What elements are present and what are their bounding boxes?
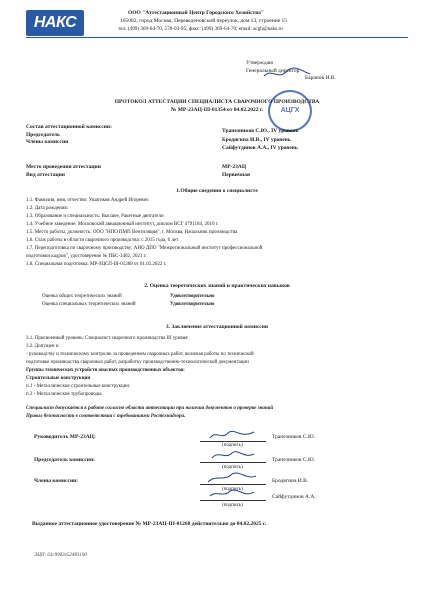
approval-signature-icon xyxy=(262,66,312,80)
ecp-code: ЭЦП: 63с9903е52483190 xyxy=(34,553,87,558)
members-signature-label: Члены комиссии: xyxy=(34,478,79,484)
notice-line: Специалист допускается к работе согласно области аттестации при наличии документов о проверке знаний xyxy=(26,406,274,411)
seal-stamp: АЦГХ xyxy=(268,90,312,132)
device-group-item: п.1 - Металлические строительные конструкции. xyxy=(26,384,131,389)
org-contacts: тел. (499) 369-64-70, 578-03-95; факс: (499) 369-64-70; email: acgh@naks.ru xyxy=(118,26,283,32)
chair-signature-icon xyxy=(210,448,256,462)
chair-value: Трапезников С.Ю., IV уровень xyxy=(222,128,299,134)
knowledge-special-label: Оценка специальных теоретических знаний xyxy=(42,302,136,307)
device-group-name: Строительные конструкции xyxy=(26,376,91,381)
device-group-item: п.3 - Металлические трубопроводы. xyxy=(26,392,103,397)
admitted-label: 3.2. Допущен к: xyxy=(26,344,60,349)
approval-label: Утверждаю xyxy=(246,60,274,66)
admitted-scope-line: подготовке производства сварочных работ, разработку производственно-технологической документации xyxy=(26,360,249,365)
section1-line: 1.1. Фамилия, имя, отчество: Ушатиков Андрей Игоревич xyxy=(26,198,149,203)
knowledge-general-value: Удовлетворительно xyxy=(170,294,215,299)
section3-heading: 3. Заключение аттестационной комиссии xyxy=(165,324,269,330)
signature-caption: (подпись) xyxy=(222,503,243,508)
signature-caption: (подпись) xyxy=(222,487,243,492)
members-label: Члены комиссии xyxy=(26,139,69,145)
member1-signature-line xyxy=(200,484,266,485)
commission-heading: Состав аттестационной комиссии: xyxy=(26,124,112,130)
header-divider xyxy=(26,37,408,38)
section1-line: 1.7. Переподготовка по сварочному производству: АНО ДПО "Межрегиональный институт профессиональной xyxy=(26,246,263,251)
section1-line: 1.8. Специальная подготовка: МР-9ЦСП-III-01288 от 01.02.2022 г. xyxy=(26,262,167,267)
section1-line: 1.5. Место работы, должность: ООО "НПО ПМП Вентиляция", г. Москва, Начальник производства xyxy=(26,230,238,235)
type-value: Первичная xyxy=(222,172,250,178)
section1-line: 1.6. Стаж работы в области сварочного производства: с 2015 года, 6 лет xyxy=(26,238,179,243)
chair-signature-line xyxy=(200,462,266,463)
member1-signature-name: Бродягина И.В. xyxy=(272,478,309,484)
org-name: ООО "Аттестационный Центр Городского Хозяйства" xyxy=(128,10,264,16)
org-address: 105082, город Москва, Переведеновский переулок, дом 13, строение 15 xyxy=(120,18,288,24)
place-label: Место проведения аттестации xyxy=(26,164,101,170)
section1-line: 1.2. Дата рождения: xyxy=(26,206,69,211)
admitted-scope-line: - руководству и техническому контролю за проведением сварочных работ, включая работы по технической xyxy=(26,352,254,357)
device-groups-heading: Группы технических устройств опасных производственных объектов: xyxy=(26,368,185,373)
approval-signer: Баранов И.В. xyxy=(305,75,336,81)
member1-signature-icon xyxy=(206,470,258,484)
protocol-number: № МР-23АЦ-III-01354 от 04.02.2022 г. xyxy=(170,107,264,113)
approval-position: Генеральный директор xyxy=(246,68,300,74)
signature-caption: (подпись) xyxy=(222,443,243,448)
member2-signature-icon xyxy=(208,486,256,500)
head-signature-line xyxy=(200,441,266,442)
head-signature-name: Трапезников С.Ю. xyxy=(272,434,315,440)
chair-signature-name: Трапезников С.Ю. xyxy=(272,457,315,463)
head-signature-icon xyxy=(208,427,256,441)
place-value: МР-23АЦ xyxy=(222,164,247,170)
section1-line: 1.3. Образование и специальность: Высшее, Ракетные двигатели xyxy=(26,214,164,219)
knowledge-general-label: Оценка общих теоретических знаний xyxy=(42,294,122,299)
chair-signature-label: Председатель комиссии: xyxy=(34,457,95,463)
member2-signature-name: Сайфутдинов А.А. xyxy=(272,494,316,500)
member1-value: Бродягина И.В., IV уровень xyxy=(222,137,291,143)
member2-signature-line xyxy=(200,500,266,501)
protocol-title: ПРОТОКОЛ АТТЕСТАЦИИ СПЕЦИАЛИСТА СВАРОЧНОГО ПРОИЗВОДСТВА xyxy=(114,99,320,105)
signature-caption: (подпись) xyxy=(222,465,243,470)
section2-heading: 2. Оценка теоретических знаний и практических навыков xyxy=(144,283,290,289)
head-signature-label: Руководитель МР-23АЦ: xyxy=(34,434,96,440)
member2-value: Сайфутдинов А.А., IV уровень xyxy=(222,145,298,151)
type-label: Вид аттестации xyxy=(26,172,65,178)
notice-line: Правил безопасности в соответствии с требованиями Ростехнадзора. xyxy=(26,414,186,419)
section1-line: подготовки кадров", удостоверение № ПБС-3402, 2021 г. xyxy=(26,254,147,259)
assigned-level: 3.1. Присвоенный уровень: Специалист сварочного производства III уровня xyxy=(26,336,188,341)
section1-heading: 1.Общие сведения о специалисте xyxy=(176,188,258,194)
chair-label: Председатель xyxy=(26,132,60,138)
knowledge-special-value: Удовлетворительно xyxy=(170,302,215,307)
naks-logo: НАКС xyxy=(26,10,84,36)
section1-line: 1.4. Учебное заведение: Московский авиационный институт, диплом ВСГ 4791184, 2010 г. xyxy=(26,222,219,227)
certificate-validity: Выданное аттестационное удостоверение № МР-23АЦ-III-01268 действительно до 04.02.2025 г. xyxy=(32,521,267,527)
